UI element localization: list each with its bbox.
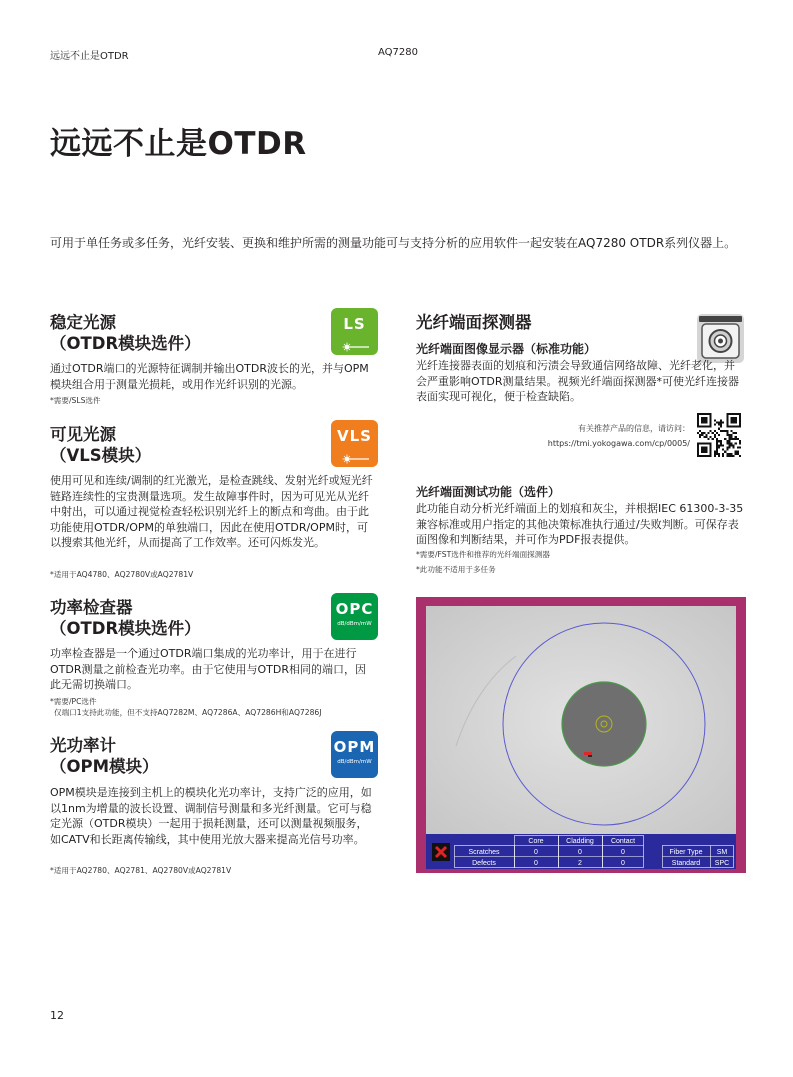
ls-body: 通过OTDR端口的光源特征调制并输出OTDR波长的光，并与OPM模块组合用于测量光损耗，或用作光纤识别的光源。 bbox=[50, 362, 369, 391]
opc-badge bbox=[331, 593, 378, 640]
opm-badge bbox=[331, 731, 378, 778]
scratches-cladding: 0 bbox=[578, 849, 582, 856]
probe-sub2-title: 光纤端面测试功能（选件） bbox=[416, 485, 561, 499]
probe-sub1-body: 光纤连接器表面的划痕和污渍会导致通信网络故障、光纤老化，并会严重影响OTDR测量结果。视频光纤端面探测器*可使光纤连接器表面实现可视化，便于检查缺陷。 bbox=[416, 359, 739, 403]
vls-badge bbox=[331, 420, 378, 467]
scratches-core: 0 bbox=[534, 849, 538, 856]
page-number: 12 bbox=[50, 1009, 64, 1022]
opm-title: 光功率计 （OPM模块） bbox=[50, 736, 159, 776]
probe-title: 光纤端面探测器 bbox=[416, 313, 532, 332]
ls-note: *需要/SLS选件 bbox=[50, 396, 101, 405]
running-header-left: 远远不止是OTDR bbox=[50, 51, 129, 62]
probe-sub1-title: 光纤端面图像显示器（标准功能） bbox=[416, 342, 597, 356]
opc-badge-units: dB/dBm/mW bbox=[337, 621, 372, 627]
intro-paragraph: 可用于单任务或多任务，光纤安装、更换和维护所需的测量功能可与支持分析的应用软件一起安装在AQ7280 OTDR系列仪器上。 bbox=[50, 236, 737, 250]
vls-note: *适用于AQ4780、AQ2780V或AQ2781V bbox=[50, 570, 194, 579]
vls-body: 使用可见和连续/调制的红光激光，是检查跳线、发射光纤或短光纤链路连续性的宝贵测量选项。发生故障事件时，因为可见光从光纤中射出，可以通过视觉检查轻松识别光纤上的断点和弯曲。由于此功能使用OTDR/OPM的单独端口，因此在使用OTDR/OPM时，可以搜索其他光纤，从而提高了工作效率。还可闪烁发光。 bbox=[50, 474, 373, 549]
opc-note-1: *需要/PC选件 bbox=[50, 697, 97, 706]
ls-badge bbox=[331, 308, 378, 355]
opm-badge-units: dB/dBm/mW bbox=[337, 759, 372, 765]
running-header-center: AQ7280 bbox=[378, 47, 418, 58]
qr-code-icon[interactable] bbox=[697, 413, 741, 457]
laser-icon bbox=[331, 449, 378, 468]
vls-badge-label: VLS bbox=[337, 427, 372, 445]
fiber-type-value: SM bbox=[716, 849, 728, 856]
col-header-cladding: Cladding bbox=[566, 838, 594, 845]
probe-info-label: 有关推荐产品的信息，请访问： bbox=[578, 424, 690, 433]
row-label-scratches: Scratches bbox=[468, 849, 500, 856]
opm-badge-label: OPM bbox=[333, 738, 376, 756]
fiber-probe-icon bbox=[697, 314, 744, 363]
standard-label: Standard bbox=[671, 860, 701, 867]
probe-sub2-body: 此功能自动分析光纤端面上的划痕和灰尘，并根据IEC 61300-3-35兼容标准或用户指定的其他决策标准执行通过/失败判断。可保存表面图像和判断结果，并可作为PDF报表提供。 bbox=[416, 502, 744, 546]
opc-title: 功率检查器 （OTDR模块选件） bbox=[50, 598, 201, 638]
fiber-endface-screenshot bbox=[416, 597, 746, 873]
opc-note-2: 仅端口1支持此功能，但不支持AQ7282M、AQ7286A、AQ7286H和AQ7286J bbox=[54, 708, 322, 717]
col-header-core: Core bbox=[528, 838, 544, 845]
opm-note: *适用于AQ2780、AQ2781、AQ2780V或AQ2781V bbox=[50, 866, 232, 875]
laser-icon bbox=[331, 337, 378, 356]
ls-title: 稳定光源 （OTDR模块选件） bbox=[50, 313, 201, 353]
probe-info-url[interactable]: https://tmi.yokogawa.com/cp/0005/ bbox=[547, 439, 690, 448]
results-panel bbox=[426, 834, 736, 869]
opc-body: 功率检查器是一个通过OTDR端口集成的光功率计，用于在进行OTDR测量之前检查光功率。由于它使用与OTDR相同的端口，因此无需切换端口。 bbox=[50, 647, 366, 691]
opm-body: OPM模块是连接到主机上的模块化光功率计，支持广泛的应用，如以1nm为增量的波长设置、调制信号测量和多光纤测量。它可与稳定光源（OTDR模块）一起用于损耗测量，还可以测量视频服务，如CATV和长距离传输线，其中使用光放大器来提高光信号功率。 bbox=[50, 786, 372, 846]
probe-note-2: *此功能不适用于多任务 bbox=[416, 565, 496, 574]
defects-cladding: 2 bbox=[578, 860, 582, 867]
row-label-defects: Defects bbox=[472, 860, 496, 867]
fail-icon bbox=[432, 843, 450, 861]
fiber-type-label: Fiber Type bbox=[669, 849, 703, 856]
vls-title: 可见光源 （VLS模块） bbox=[50, 425, 152, 465]
scratches-contact: 0 bbox=[621, 849, 625, 856]
standard-value: SPC bbox=[714, 860, 730, 867]
defects-core: 0 bbox=[534, 860, 538, 867]
col-header-contact: Contact bbox=[610, 838, 636, 845]
page-title: 远远不止是OTDR bbox=[50, 126, 307, 162]
probe-note-1: *需要/FST选件和推荐的光纤端面探测器 bbox=[416, 550, 550, 559]
endface-image bbox=[426, 606, 736, 834]
ls-badge-label: LS bbox=[343, 315, 366, 333]
defects-contact: 0 bbox=[621, 860, 625, 867]
opc-badge-label: OPC bbox=[335, 600, 374, 618]
